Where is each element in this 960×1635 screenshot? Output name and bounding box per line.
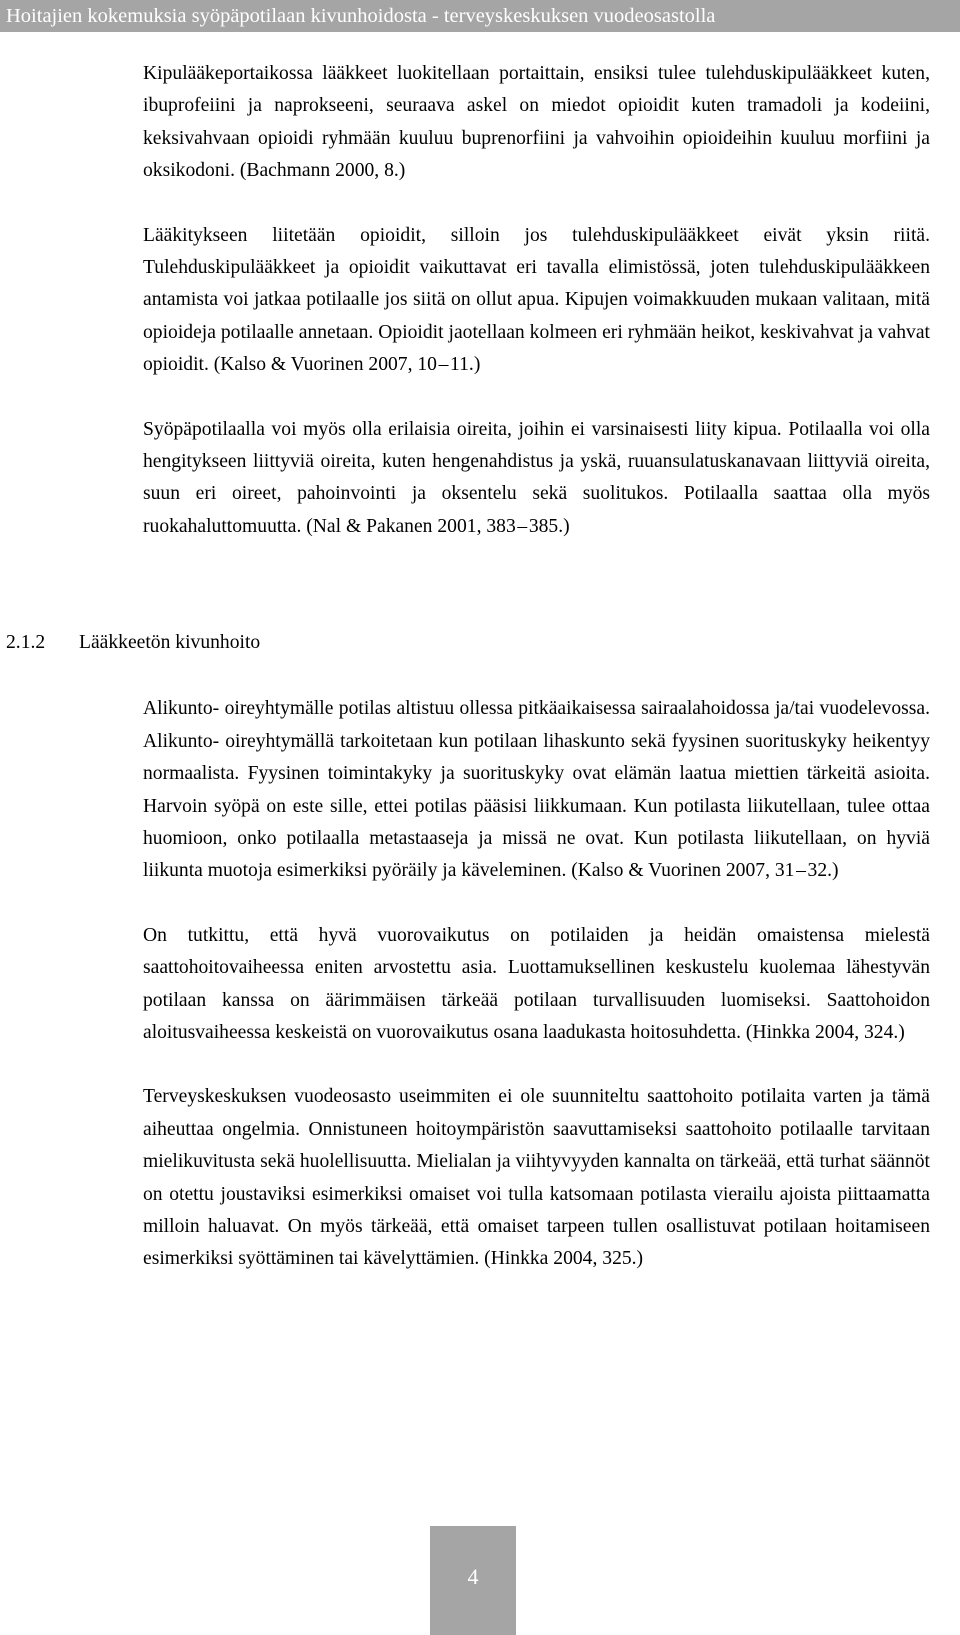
- section-heading: [6, 627, 930, 659]
- body-paragraph: Lääkitykseen liitetään opioidit, silloin jos tulehduskipulääkkeet eivät yksin riitä. Tulehduskipulääkkeet ja opioidit vaikuttavat eri tavalla elimistössä, joten tulehduskipulääkkeen antamista voi jatkaa potilaalle jos siitä on ollut apua. Kipujen voimakkuuden mukaan valitaan, mitä opioideja potilaalle annetaan. Opioidit jaotellaan kolmeen eri ryhmään heikot, keskivahvat ja vahvat opioidit. (Kalso & Vuorinen 2007, 10 – 11.): [143, 224, 930, 376]
- page-number: [430, 1526, 516, 1635]
- page-body: [6, 50, 930, 1276]
- body-paragraph: On tutkittu, että hyvä vuorovaikutus on potilaiden ja heidän omaistensa mielestä saattohoitovaiheessa eniten arvostettu asia. Luottamuksellinen keskustelu kuolemaa lähestyvän potilaan kanssa on äärimmäisen tärkeää potilaan turvallisuuden luomiseksi. Saattohoidon aloitusvaiheessa keskeistä on vuorovaikutus osana laadukasta hoitosuhdetta. (Hinkka 2004, 324.): [143, 924, 930, 1043]
- body-paragraph: Syöpäpotilaalla voi myös olla erilaisia oireita, joihin ei varsinaisesti liity kipua. Potilaalla voi olla hengitykseen liittyviä oireita, kuten hengenahdistus ja yskä, ruuansulatuskanavaan liittyviä oireita, suun eri oireet, pahoinvointi ja oksentelu sekä suolitukos. Potilaalla saattaa olla myös ruokahaluttomuutta. (Nal & Pakanen 2001, 383 – 385.): [143, 418, 930, 537]
- running-header-title: Hoitajien kokemuksia syöpäpotilaan kivunhoidosta - terveyskeskuksen vuodeosastolla: [6, 5, 716, 27]
- body-paragraph: Kipulääkeportaikossa lääkkeet luokitellaan portaittain, ensiksi tulee tulehduskipulääkkeet kuten, ibuprofeiini ja naprokseeni, seuraava askel on miedot opioidit kuten tramadoli ja kodeiini, keksivahvaan opioidi ryhmään kuuluu buprenorfiini ja vahvoihin opioideihin kuuluu morfiini ja oksikodoni. (Bachmann 2000, 8.): [143, 63, 930, 182]
- section-number: 2.1.2: [6, 632, 46, 654]
- running-header: [0, 0, 960, 32]
- body-paragraph: Terveyskeskuksen vuodeosasto useimmiten ei ole suunniteltu saattohoito potilaita varten ja tämä aiheuttaa ongelmia. Onnistuneen hoitoympäristön saavuttamiseksi saattohoito potilaalle tarvitaan mielikuvitusta sekä huolellisuutta. Mielialan ja viihtyvyyden kannalta on tärkeää, että turhat säännöt on otettu joustaviksi esimerkiksi omaiset voi tulla katsomaan potilasta vierailu ajoista piittaamatta milloin haluavat. On myös tärkeää, että omaiset tarpeen tullen osallistuvat potilaan hoitamiseen esimerkiksi syöttäminen tai kävelyttämien. (Hinkka 2004, 325.): [143, 1086, 930, 1270]
- section-title: Lääkkeetön kivunhoito: [79, 632, 261, 654]
- body-paragraph: Alikunto- oireyhtymälle potilas altistuu ollessa pitkäaikaisessa sairaalahoidossa ja/tai vuodelevossa. Alikunto- oireyhtymällä tarkoitetaan kun potilaan lihaskunto sekä fyysinen suorituskyky heikentyy normaalista. Fyysinen toimintakyky ja suorituskyky ovat elämän laatua miettien tärkeitä asioita. Harvoin syöpä on este sille, ettei potilas pääsisi liikkumaan. Kun potilasta liikutellaan, tulee ottaa huomioon, onko potilaalla metastaaseja ja missä ne ovat. Kun potilasta liikutellaan, on hyviä liikunta muotoja esimerkiksi pyöräily ja käveleminen. (Kalso & Vuorinen 2007, 31 – 32.): [143, 698, 930, 882]
- page-number-label: 4: [467, 1564, 479, 1589]
